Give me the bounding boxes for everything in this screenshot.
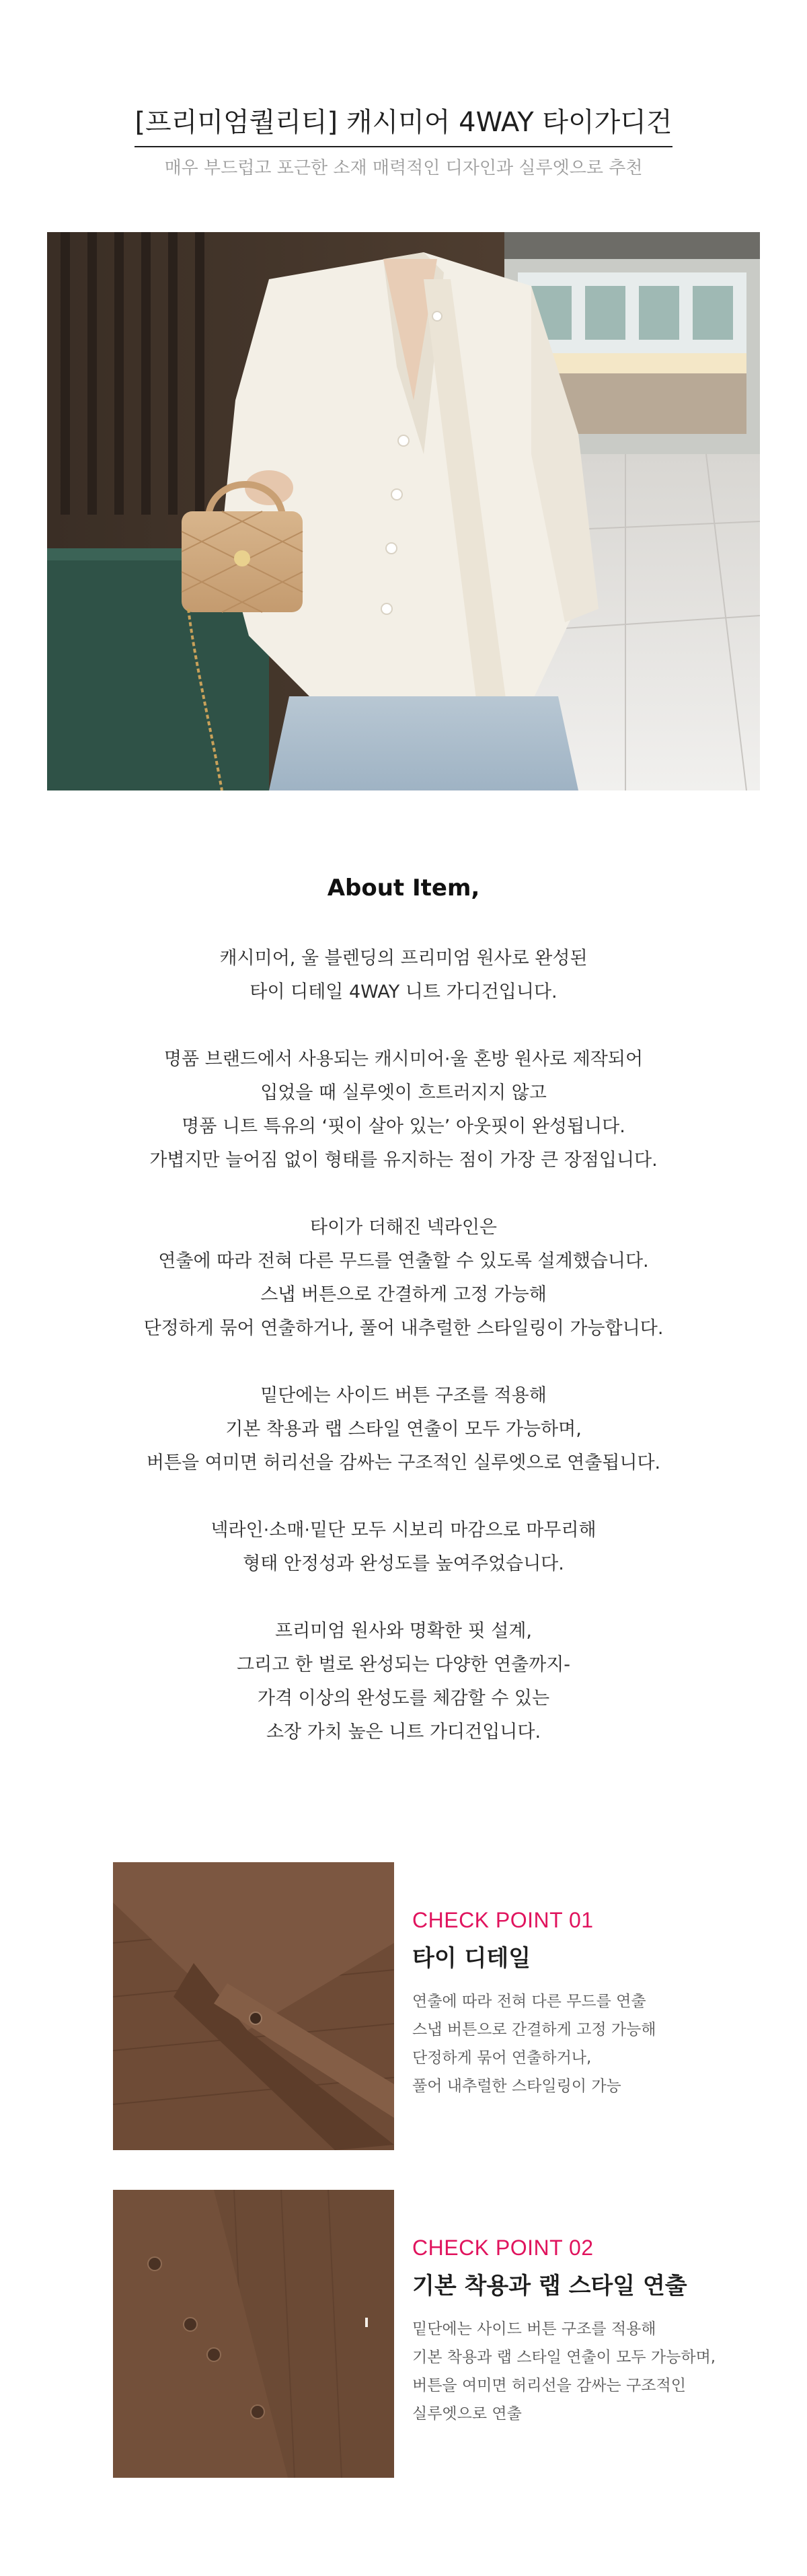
desc-line: 연출에 따라 전혀 다른 무드를 연출 — [412, 1993, 646, 2010]
about-line: 단정하게 묶어 연출하거나, 풀어 내추럴한 스타일링이 가능합니다. — [143, 1318, 664, 1339]
about-line: 명품 브랜드에서 사용되는 캐시미어·울 혼방 원사로 제작되어 — [163, 1049, 644, 1070]
about-line: 명품 니트 특유의 ‘핏이 살아 있는’ 아웃핏이 완성됩니다. — [182, 1116, 625, 1137]
hero-illustration — [47, 232, 760, 790]
about-paragraph-2 — [0, 1043, 807, 1177]
check-point-title: 기본 착용과 랩 스타일 연출 — [412, 2273, 687, 2299]
about-line: 타이 디테일 4WAY 니트 가디건입니다. — [249, 982, 558, 1002]
about-line: 버튼을 여미면 허리선을 감싸는 구조적인 실루엣으로 연출됩니다. — [146, 1452, 661, 1473]
about-item-section — [0, 875, 807, 1783]
desc-line: 밑단에는 사이드 버튼 구조를 적용해 — [412, 2320, 656, 2338]
about-paragraph-6 — [0, 1615, 807, 1749]
hero-photo — [47, 232, 760, 790]
tie-detail-illustration — [113, 1862, 394, 2150]
check-point-01 — [113, 1862, 718, 2150]
about-line: 형태 안정성과 완성도를 높여주었습니다. — [243, 1553, 564, 1574]
product-header — [0, 101, 807, 179]
about-line: 넥라인·소매·밑단 모두 시보리 마감으로 마무리해 — [210, 1520, 597, 1541]
about-paragraph-5 — [0, 1514, 807, 1581]
about-line: 연출에 따라 전혀 다른 무드를 연출할 수 있도록 설계했습니다. — [158, 1251, 649, 1272]
check-point-desc — [412, 1987, 722, 2100]
about-line: 가격 이상의 완성도를 체감할 수 있는 — [257, 1688, 550, 1709]
about-line: 기본 착용과 랩 스타일 연출이 모두 가능하며, — [225, 1419, 582, 1440]
wrap-style-illustration — [113, 2190, 394, 2478]
product-subtitle: 매우 부드럽고 포근한 소재 매력적인 디자인과 실루엣으로 추천 — [164, 158, 643, 178]
about-heading: About Item, — [327, 875, 480, 901]
desc-line: 풀어 내추럴한 스타일링이 가능 — [412, 2077, 621, 2095]
about-line: 스냅 버튼으로 간결하게 고정 가능해 — [260, 1284, 547, 1305]
about-line: 입었을 때 실루엣이 흐트러지지 않고 — [260, 1082, 547, 1103]
desc-line: 스냅 버튼으로 간결하게 고정 가능해 — [412, 2021, 656, 2038]
wrap-style-photo — [113, 2190, 394, 2478]
about-line: 가볍지만 늘어짐 없이 형태를 유지하는 점이 가장 큰 장점입니다. — [149, 1150, 658, 1171]
check-point-title: 타이 디테일 — [412, 1945, 531, 1972]
about-paragraph-3 — [0, 1211, 807, 1346]
check-point-02-text — [412, 2190, 722, 2428]
about-line: 캐시미어, 울 블렌딩의 프리미엄 원사로 완성된 — [219, 948, 588, 969]
about-paragraph-1 — [0, 942, 807, 1009]
about-line: 타이가 더해진 넥라인은 — [310, 1217, 497, 1238]
about-line: 그리고 한 벌로 완성되는 다양한 연출까지- — [236, 1654, 571, 1675]
tie-detail-photo — [113, 1862, 394, 2150]
about-line: 소장 가치 높은 니트 가디건입니다. — [266, 1722, 541, 1742]
desc-line: 기본 착용과 랩 스타일 연출이 모두 가능하며, — [412, 2349, 716, 2366]
about-line: 프리미엄 원사와 명확한 핏 설계, — [275, 1621, 532, 1642]
check-point-01-text — [412, 1862, 722, 2100]
check-point-02 — [113, 2190, 718, 2478]
check-point-label: CHECK POINT 02 — [412, 2236, 594, 2260]
about-line: 밑단에는 사이드 버튼 구조를 적용해 — [260, 1385, 547, 1406]
product-title: [프리미엄퀄리티] 캐시미어 4WAY 타이가디건 — [134, 101, 672, 147]
check-point-desc — [412, 2315, 722, 2428]
desc-line: 실루엣으로 연출 — [412, 2405, 522, 2423]
desc-line: 버튼을 여미면 허리선을 감싸는 구조적인 — [412, 2377, 686, 2394]
desc-line: 단정하게 묶어 연출하거나, — [412, 2049, 592, 2067]
check-point-label: CHECK POINT 01 — [412, 1908, 594, 1932]
about-paragraph-4 — [0, 1379, 807, 1480]
